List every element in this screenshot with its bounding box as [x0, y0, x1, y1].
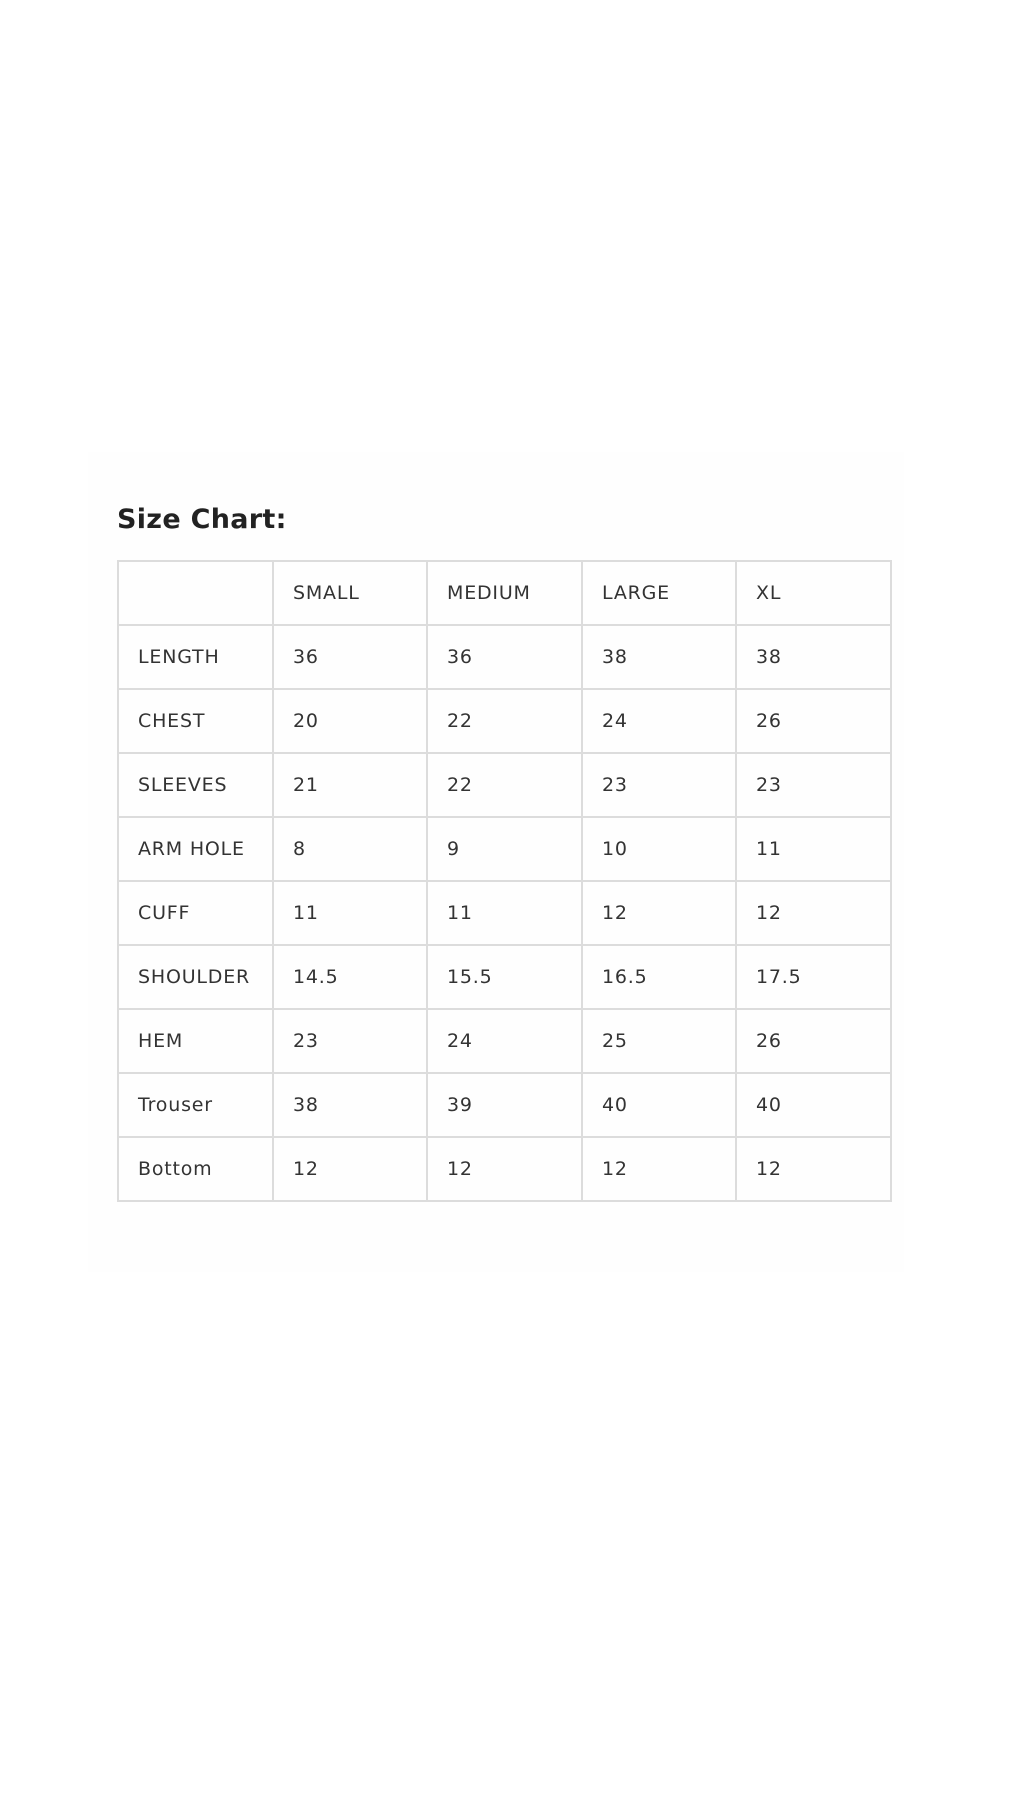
measurement-value-cell: 12 — [582, 1137, 736, 1201]
measurement-label-cell: Trouser — [118, 1073, 273, 1137]
measurement-label-cell: LENGTH — [118, 625, 273, 689]
measurement-value-cell: 15.5 — [427, 945, 582, 1009]
table-row — [118, 1009, 891, 1073]
size-chart-title: Size Chart: — [117, 504, 287, 535]
measurement-value-cell: 38 — [273, 1073, 427, 1137]
table-row — [118, 945, 891, 1009]
measurement-value-cell: 36 — [427, 625, 582, 689]
measurement-value-cell: 23 — [273, 1009, 427, 1073]
measurement-value-cell: 40 — [736, 1073, 891, 1137]
measurement-value-cell: 38 — [736, 625, 891, 689]
measurement-value-cell: 26 — [736, 1009, 891, 1073]
measurement-value-cell: 11 — [736, 817, 891, 881]
table-row — [118, 817, 891, 881]
measurement-value-cell: 38 — [582, 625, 736, 689]
measurement-value-cell: 23 — [736, 753, 891, 817]
measurement-value-cell: 21 — [273, 753, 427, 817]
measurement-value-cell: 25 — [582, 1009, 736, 1073]
measurement-value-cell: 12 — [736, 881, 891, 945]
measurement-label-cell: CHEST — [118, 689, 273, 753]
measurement-label-cell: SHOULDER — [118, 945, 273, 1009]
measurement-value-cell: 16.5 — [582, 945, 736, 1009]
measurement-value-cell: 36 — [273, 625, 427, 689]
measurement-value-cell: 11 — [427, 881, 582, 945]
measurement-value-cell: 14.5 — [273, 945, 427, 1009]
header-cell: MEDIUM — [427, 561, 582, 625]
header-cell: SMALL — [273, 561, 427, 625]
table-row — [118, 1073, 891, 1137]
measurement-label-cell: ARM HOLE — [118, 817, 273, 881]
table-row — [118, 625, 891, 689]
table-row — [118, 1137, 891, 1201]
table-row — [118, 753, 891, 817]
measurement-value-cell: 24 — [582, 689, 736, 753]
table-row — [118, 881, 891, 945]
measurement-value-cell: 23 — [582, 753, 736, 817]
measurement-value-cell: 22 — [427, 689, 582, 753]
measurement-label-cell: HEM — [118, 1009, 273, 1073]
measurement-value-cell: 39 — [427, 1073, 582, 1137]
size-table-body — [118, 561, 891, 1201]
measurement-value-cell: 40 — [582, 1073, 736, 1137]
measurement-value-cell: 8 — [273, 817, 427, 881]
measurement-value-cell: 12 — [427, 1137, 582, 1201]
measurement-value-cell: 20 — [273, 689, 427, 753]
measurement-value-cell: 12 — [273, 1137, 427, 1201]
measurement-value-cell: 24 — [427, 1009, 582, 1073]
measurement-value-cell: 11 — [273, 881, 427, 945]
measurement-label-cell: Bottom — [118, 1137, 273, 1201]
measurement-value-cell: 17.5 — [736, 945, 891, 1009]
measurement-label-cell: CUFF — [118, 881, 273, 945]
measurement-value-cell: 12 — [736, 1137, 891, 1201]
measurement-value-cell: 26 — [736, 689, 891, 753]
measurement-value-cell: 9 — [427, 817, 582, 881]
measurement-value-cell: 22 — [427, 753, 582, 817]
measurement-value-cell: 10 — [582, 817, 736, 881]
table-header-row — [118, 561, 891, 625]
header-cell: LARGE — [582, 561, 736, 625]
measurement-label-cell: SLEEVES — [118, 753, 273, 817]
table-row — [118, 689, 891, 753]
size-chart-table — [117, 560, 892, 1202]
measurement-value-cell: 12 — [582, 881, 736, 945]
header-corner-cell — [118, 561, 273, 625]
header-cell: XL — [736, 561, 891, 625]
